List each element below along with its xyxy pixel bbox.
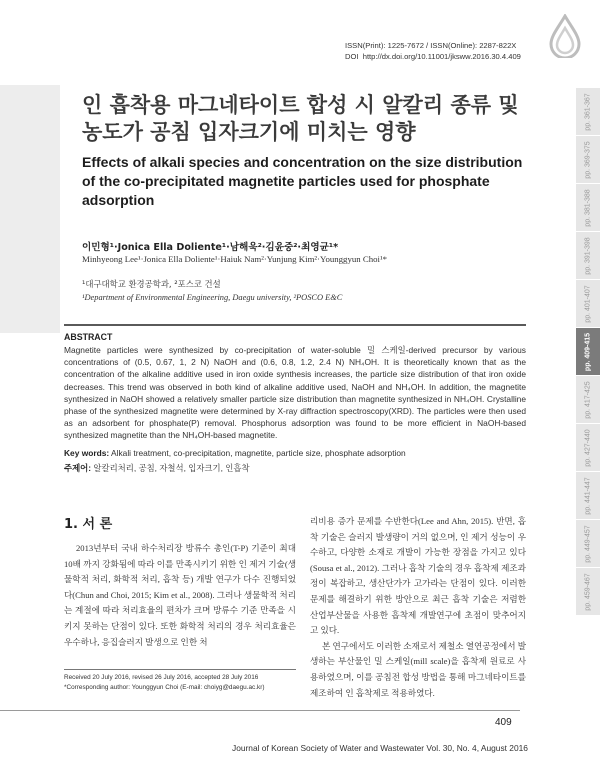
abstract-block [64, 324, 526, 474]
article-tab[interactable] [576, 568, 600, 615]
body-column-right [310, 514, 526, 701]
affiliation-english: ¹Department of Environmental Engineering, Daegu university, ²POSCO E&C [82, 293, 343, 302]
keywords [64, 448, 526, 458]
article-tab-label: pp. 449-457 [584, 524, 592, 563]
article-tab-label: pp. 427-440 [584, 428, 592, 467]
keywords-korean [64, 462, 526, 474]
abstract-text: Magnetite particles were synthesized by co-precipitation of water-soluble 밀 스케일-derived precursor by various concentrations of (0.5, 0.67, 1, 2 N) NaOH and (0.6, 0.8, 1.2, 2.4 N) NH₄OH. It is theoretically known that as the concentration of the alkaline additive used in iron oxide synthesis increases, the particle size distribution of that iron oxide decreases. This trend was observed in both kind of alkaline additive used, NaOH and NH₄OH. In addition, the magnetite synthesized in NaOH showed a relatively smaller particle size distribution than magnetite synthesized in NH₄OH. Crystalline phase of the synthesized magnetite were determined by X-ray diffraction spectroscopy(XRD). The particles were then used as an adsorbent for phosphate(P) removal. Phosphorus adsorption was found to be more efficient in NaOH-based synthesized magnetite than the NH₄OH-based magnetite. [64, 345, 526, 441]
article-tab-label: pp. 401-407 [584, 284, 592, 323]
affiliation-korean: ¹대구대학교 환경공학과, ²포스코 건설 [82, 279, 221, 289]
water-drop-logo-icon [548, 14, 582, 58]
article-tab-label: pp. 361-367 [584, 92, 592, 131]
issn-line: ISSN(Print): 1225-7672 / ISSN(Online): 2287-822X [345, 41, 517, 50]
article-tab-label: pp. 391-398 [584, 236, 592, 275]
article-tab[interactable] [576, 232, 600, 279]
body-paragraph: 본 연구에서도 이러한 소재로서 제철소 열연공정에서 발생하는 부산물인 밀 스케일(mill scale)을 흡착제 원료로 사용하였으며, 이를 공침전 합성 방법을 통해 마그네타이트를 제조하여 인 흡착제로 적용하였다. [310, 640, 526, 698]
title-band-decoration [0, 85, 60, 333]
section-heading: 1. 서 론 [64, 517, 113, 532]
article-tab[interactable] [576, 424, 600, 471]
article-tab-label: pp. 441-447 [584, 476, 592, 515]
korean-title: 인 흡착용 마그네타이트 합성 시 알칼리 종류 및 농도가 공침 입자크기에 미치는 영향 [82, 93, 519, 144]
keywords-korean-text: 알칼리처리, 공침, 자철석, 입자크기, 인흡착 [93, 462, 250, 473]
abstract-heading: ABSTRACT [64, 332, 113, 342]
keywords-text: Alkali treatment, co-precipitation, magnetite, particle size, phosphate adsorption [111, 447, 406, 458]
footnote [64, 669, 296, 693]
article-tab-label: pp. 381-388 [584, 188, 592, 227]
article-tab[interactable] [576, 520, 600, 567]
issn-doi-header [345, 40, 521, 62]
article-page-tabs [576, 88, 600, 616]
article-tab[interactable] [576, 88, 600, 135]
body-column-left: 2013년부터 국내 하수처리장 방류수 총인(T-P) 기준이 최대 10배 까지 강화됨에 따라 이를 만족시키기 위한 인 제거 기술(생물학적 처리, 화학적 처리, 흡착 등) 개발 연구가 다수 진행되었다(Chun and Choi, 2015; Kim et al., 2008). 그러나 생물학적 처리는 계절에 따라 처리효율의 편차가 크며 방류수 기준 만족을 시키지 못하는 단점이 있다. 또한 화학적 처리의 경우 처리효율은 우수하나, 응집슬러지 발생으로 인한 처 [64, 543, 296, 647]
received-dates: Received 20 July 2016, revised 26 July 2016, accepted 28 July 2016 [64, 674, 259, 681]
authors-english: Minhyeong Lee¹·Jonica Ella Doliente¹·Haiuk Nam²·Yunjung Kim²·Younggyun Choi¹* [82, 254, 387, 264]
footer-divider [0, 710, 520, 711]
body-paragraph: 리비용 증가 문제를 수반한다(Lee and Ahn, 2015). 반면, 흡착 기술은 슬러지 발생량이 거의 없으며, 인 제거 성능이 우수하고, 다양한 소재로 개발이 가능한 장점을 가지고 있다(Sousa et al., 2012). 그러나 흡착 기술의 경우 흡착제 제조과정이 복잡하고, 생산단가가 고가라는 단점이 있다. 이러한 문제를 해결하기 위한 방안으로 최근 흡착 기술은 저렴한 산업부산물을 사용한 흡착제 개발연구에 초점이 맞추어지고 있다. [310, 516, 526, 636]
keywords-korean-label: 주제어: [64, 462, 92, 473]
page-number: 409 [495, 717, 512, 728]
article-tab[interactable] [576, 376, 600, 423]
doi-line: DOI http://dx.doi.org/10.11001/jksww.2016.30.4.409 [345, 52, 521, 61]
authors-korean: 이민형¹·Jonica Ella Doliente¹·남해욱²·김윤중²·최영균¹* [82, 242, 339, 253]
english-title: Effects of alkali species and concentration on the size distribution of the co-precipitated magnetite particles used for phosphate adsorption [82, 154, 523, 208]
corresponding-author: *Corresponding author: Younggyun Choi (E-mail: choiyg@daegu.ac.kr) [64, 684, 265, 691]
article-tab-label: pp. 409-415 [584, 332, 592, 371]
journal-footer: Journal of Korean Society of Water and Wastewater Vol. 30, No. 4, August 2016 [232, 743, 528, 753]
article-tab[interactable] [576, 472, 600, 519]
article-tab[interactable] [576, 328, 600, 375]
article-tab[interactable] [576, 280, 600, 327]
article-tab-label: pp. 369-375 [584, 140, 592, 179]
article-tab[interactable] [576, 184, 600, 231]
article-tab-label: pp. 417-425 [584, 380, 592, 419]
article-tab[interactable] [576, 136, 600, 183]
article-tab-label: pp. 459-467 [584, 572, 592, 611]
keywords-label: Key words: [64, 447, 110, 458]
